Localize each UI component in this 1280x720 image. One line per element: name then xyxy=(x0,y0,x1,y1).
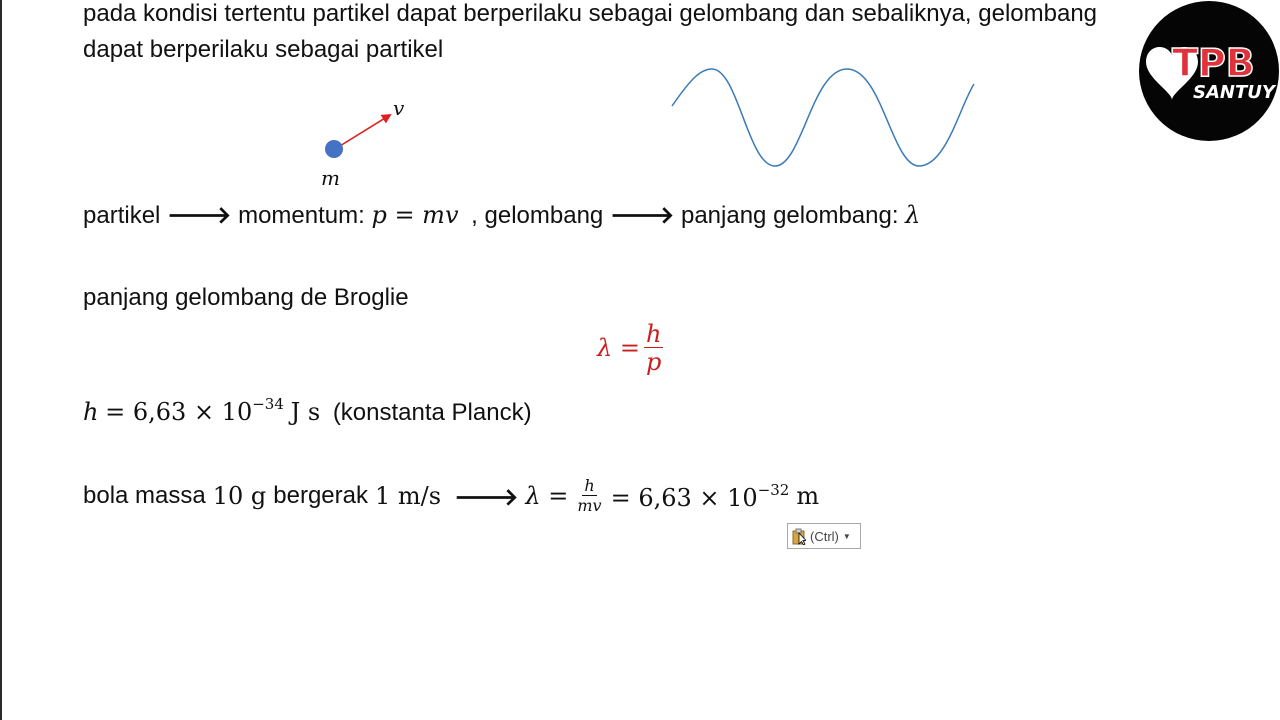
intro-line-2: dapat berperilaku sebagai partikel xyxy=(83,36,444,63)
intro-line-1: pada kondisi tertentu partikel dapat berperilaku sebagai gelombang dan sebaliknya, gelombang xyxy=(83,0,1098,27)
debroglie-title: panjang gelombang de Broglie xyxy=(83,284,409,311)
wave-curve xyxy=(672,69,974,166)
planck-note: (konstanta Planck) xyxy=(332,399,532,426)
example-unit: m xyxy=(796,482,820,510)
planck-h: h xyxy=(83,398,99,426)
planck-unit: J s xyxy=(290,398,321,426)
example-fraction xyxy=(575,478,603,514)
planck-line xyxy=(83,395,532,427)
ball-speed: 1 m/s xyxy=(375,482,442,510)
comma: , xyxy=(471,202,478,229)
debroglie-formula xyxy=(597,322,663,374)
particle-wave-line xyxy=(83,200,920,230)
ball-moving: bergerak xyxy=(273,482,368,509)
mass-label: m xyxy=(321,166,340,190)
arrow-icon: 🡒 xyxy=(609,201,675,229)
particle-dot xyxy=(325,140,343,158)
ball-mass: 10 g xyxy=(212,482,267,510)
planck-exponent: −34 xyxy=(252,395,284,413)
wave-diagram xyxy=(668,62,980,172)
formula-denominator: p xyxy=(646,348,662,376)
channel-logo xyxy=(1138,0,1280,142)
paste-options-label: (Ctrl) xyxy=(810,528,839,544)
arrow-icon: 🡒 xyxy=(454,482,519,511)
example-result-value: = 6,63 × 10 xyxy=(610,483,758,512)
formula-numerator: h xyxy=(645,320,662,348)
example-denominator: mv xyxy=(577,496,602,515)
logo-text-main: TPB xyxy=(1172,41,1255,85)
logo-text-sub: SANTUY xyxy=(1193,82,1275,103)
paste-options-button[interactable] xyxy=(787,523,861,549)
momentum-formula: p = mv xyxy=(371,201,459,229)
planck-value: = 6,63 × 10 xyxy=(105,398,253,426)
example-exponent: −32 xyxy=(757,480,790,499)
formula-lhs: λ = xyxy=(597,334,640,362)
page-left-border xyxy=(0,0,2,720)
velocity-label: v xyxy=(393,96,405,120)
formula-fraction xyxy=(644,322,663,374)
arrow-icon: 🡒 xyxy=(167,201,232,229)
wavelength-label: panjang gelombang: xyxy=(680,202,899,229)
particle-label: partikel xyxy=(83,202,161,229)
example-numerator: h xyxy=(584,476,595,495)
velocity-arrow xyxy=(335,115,390,149)
momentum-label: momentum: xyxy=(238,202,365,229)
example-line xyxy=(83,478,819,514)
example-lambda: λ = xyxy=(525,482,569,510)
wave-label: gelombang xyxy=(484,202,604,229)
clipboard-icon xyxy=(792,528,806,545)
example-result xyxy=(611,481,790,512)
lambda-symbol: λ xyxy=(905,201,921,229)
ball-text: bola massa xyxy=(83,482,206,509)
chevron-down-icon: ▼ xyxy=(842,531,851,541)
